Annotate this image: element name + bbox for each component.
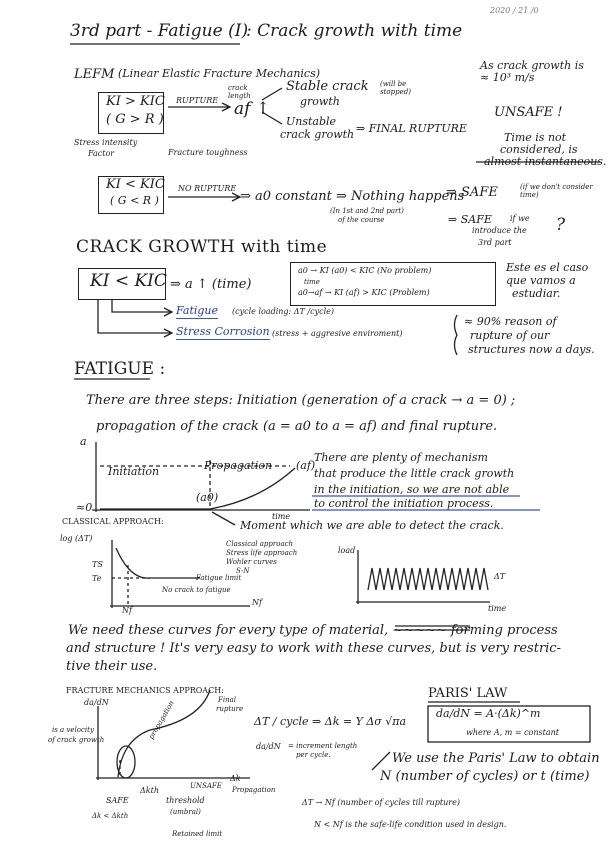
reason-brace — [455, 315, 458, 355]
unsafe-label: UNSAFE ! — [494, 105, 563, 120]
rupture-label: RUPTURE — [176, 96, 219, 105]
safe-1-note: (if we don't consider time) — [520, 183, 593, 200]
a-axis-label: a — [80, 435, 87, 448]
a0-constant: ⇒ a0 constant ⇒ Nothing happens — [240, 189, 465, 204]
classical-para-1: We need these curves for every type of material, ~~~~~ forming process — [68, 623, 558, 638]
load-time-label: time — [488, 604, 507, 613]
paris-equation: da/dN = A·(Δk)^m — [436, 707, 541, 720]
lefm-heading-note: (Linear Elastic Fracture Mechanics) — [118, 67, 321, 80]
time-axis-label: time — [272, 512, 291, 521]
safe-2-note-3: 3rd part — [478, 238, 512, 247]
nothing-note-2: of the course — [338, 216, 385, 224]
classical-para-2: and structure ! It's very easy to work with these curves, but is very restric- — [66, 641, 561, 656]
relation-2: N < Nf is the safe-life condition used in design. — [314, 820, 507, 829]
fatigue-heading: FATIGUE : — [74, 359, 166, 379]
classical-note-3: Wohler curves — [226, 558, 277, 566]
sif-label: Stress intensity — [74, 138, 138, 147]
kI-lt-kIC: KI < KIC — [106, 177, 165, 192]
stable-note: (will be stopped) — [380, 80, 411, 97]
nf-label: Nf — [122, 606, 132, 615]
scc-branch — [98, 300, 172, 337]
spanish-2: que vamos a — [506, 274, 576, 287]
spanish-1: Este es el caso — [506, 261, 589, 274]
dk-axis-label: Δk — [230, 774, 241, 783]
crack-growth-heading: CRACK GROWTH with time — [76, 237, 328, 257]
af-line: a0→af → KI (af) > KIC (Problem) — [298, 288, 430, 297]
page-title: 3rd part - Fatigue (I) — [70, 21, 249, 41]
fatigue-para-2: propagation of the crack (a = a0 to a = af) and final rupture. — [96, 419, 498, 434]
classical-note-2: Stress life approach — [226, 549, 298, 557]
ts-label: TS — [92, 560, 103, 569]
reason-3: structures now a days. — [468, 343, 595, 356]
stable-growth-2: growth — [300, 95, 340, 108]
dk-condition: Δk < Δkth — [92, 812, 129, 820]
load-label: load — [338, 546, 356, 555]
nf-axis-label: Nf — [252, 598, 262, 607]
eq2-rhs-2: per cycle. — [296, 751, 331, 759]
safe-1: ⇒ SAFE — [446, 185, 498, 200]
safe-2-note-1: if we — [510, 214, 530, 223]
final-label: Final — [218, 696, 237, 704]
af-point-label: (af) — [296, 459, 316, 472]
retained-limit: Retained limit — [172, 830, 223, 838]
G-lt-R: ( G < R ) — [110, 194, 159, 207]
kI-gt-kIC: KI > KIC — [106, 94, 165, 109]
page-subtitle: : Crack growth with time — [246, 21, 463, 41]
unstable-growth-2: crack growth — [280, 128, 355, 141]
threshold-label-2: (umbral) — [170, 808, 201, 816]
te-label: Te — [92, 574, 102, 583]
stable-growth: Stable crack — [286, 79, 369, 94]
load-signal — [368, 568, 488, 590]
propagation-vertical: propagation — [147, 699, 176, 741]
af-up: af ↑ — [234, 99, 271, 119]
relation-1: ΔT → Nf (number of cycles till rupture) — [302, 798, 460, 807]
final-rupture: ⇒ FINAL RUPTURE — [356, 122, 467, 135]
safe-2: ⇒ SAFE — [448, 213, 492, 226]
initiation-label: Initiation — [108, 465, 160, 478]
threshold-label: threshold — [166, 796, 205, 805]
fatigue-label: Fatigue — [176, 304, 219, 317]
sif-label-2: Factor — [88, 149, 115, 158]
toughness-label: Fracture toughness — [168, 148, 248, 157]
corner-date: 2020 / 21 /0 — [490, 6, 539, 15]
delta-label: ΔT — [494, 572, 506, 581]
fm-curve — [118, 690, 210, 777]
safe-label: SAFE — [106, 796, 129, 805]
eq2-rhs: = increment length — [288, 742, 358, 750]
question-mark: ? — [556, 215, 566, 235]
mech-1: There are plenty of mechanism — [314, 451, 488, 464]
paris-arrow — [372, 752, 390, 770]
no-rupture-arrow — [168, 193, 240, 201]
time-note-2: considered, is — [500, 143, 578, 156]
velocity-note-2: of crack growth — [48, 736, 105, 744]
paris-title: PARIS' LAW — [428, 686, 508, 701]
scc-label: Stress Corrosion — [176, 325, 270, 338]
a0-line: a0 → KI (a0) < KIC (No problem) — [298, 266, 432, 275]
crack-length-label: crack length — [228, 84, 251, 101]
crack-growth-box-text: KI < KIC — [90, 271, 167, 291]
a0-point-label: (a0) — [196, 491, 219, 504]
classical-para-3: tive their use. — [66, 659, 158, 674]
detect-arrow — [212, 512, 235, 525]
reason-1: ≈ 90% reason of — [464, 315, 557, 328]
dk-th-label: Δkth — [140, 786, 159, 795]
fatigue-para-1: There are three steps: Initiation (generation of a crack → a = 0) ; — [86, 393, 516, 408]
unsafe-label-fm: UNSAFE — [190, 782, 222, 790]
eq1: ΔT / cycle ⇒ Δk = Y Δσ √πa — [254, 715, 407, 728]
fm-heading: FRACTURE MECHANICS APPROACH: — [66, 686, 224, 695]
a-up-time: ⇒ a ↑ (time) — [170, 277, 252, 292]
right-note-1: As crack growth is — [480, 59, 584, 72]
use-paris-1: We use the Paris' Law to obtain — [392, 751, 600, 766]
scc-note: (stress + aggresive enviroment) — [272, 329, 403, 338]
final-label-2: rupture — [216, 705, 244, 713]
classical-note-4: S-N — [236, 567, 250, 575]
velocity-note-1: is a velocity — [52, 726, 94, 734]
lefm-heading: LEFM — [74, 67, 115, 82]
detect-moment: Moment which we are able to detect the crack. — [240, 519, 504, 532]
dadn-axis: da/dN — [84, 698, 109, 707]
unstable-growth: Unstable — [286, 115, 337, 128]
eq2-lhs: da/dN — [256, 742, 281, 751]
reason-2: rupture of our — [470, 329, 550, 342]
safe-2-note-2: introduce the — [472, 226, 527, 235]
log-dt-label: log (ΔT) — [60, 534, 93, 543]
classical-note-1: Classical approach — [226, 540, 294, 548]
time-note-1: Time is not — [504, 131, 567, 144]
no-crack-label: No crack to fatigue — [162, 586, 231, 594]
time-label: time — [304, 278, 320, 286]
fatigue-note: (cycle loading: ΔT /cycle) — [232, 307, 335, 316]
fatigue-limit-label: Fatigue limit — [196, 574, 242, 582]
right-note-2: ≈ 10³ m/s — [480, 71, 535, 84]
mech-2: that produce the little crack growth — [314, 467, 515, 480]
propagation-label: Propagation — [204, 459, 273, 472]
mech-3: in the initiation, so we are not able — [314, 483, 510, 496]
G-gt-R: ( G > R ) — [106, 112, 164, 127]
spanish-3: estudiar. — [512, 287, 561, 300]
propagation-label-fm: Propagation — [232, 786, 276, 794]
use-paris-2: N (number of cycles) or t (time) — [380, 769, 590, 784]
fatigue-branch — [112, 300, 172, 316]
nothing-note-1: (In 1st and 2nd part) — [330, 207, 404, 215]
paris-where: where A, m = constant — [466, 728, 559, 737]
classical-heading: CLASSICAL APPROACH: — [62, 517, 164, 526]
mech-4: to control the initiation process. — [314, 497, 494, 510]
no-rupture-label: NO RUPTURE — [178, 184, 237, 193]
zero-label: ≈0 — [76, 501, 93, 514]
time-note-3: almost instantaneous. — [484, 155, 607, 168]
